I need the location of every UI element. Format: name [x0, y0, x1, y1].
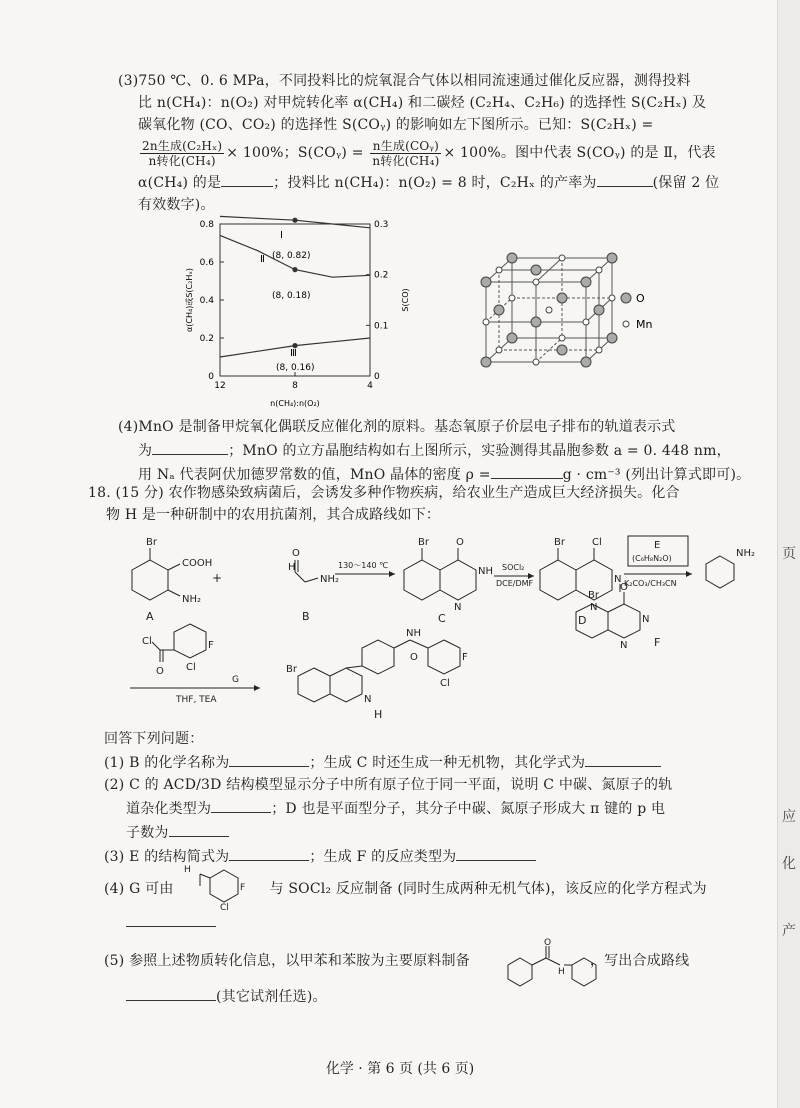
edge-text: 产 — [782, 923, 796, 939]
atom-label: NH₂ — [182, 594, 202, 605]
answer-blank[interactable] — [585, 750, 661, 767]
y-axis-label-right: S(CO) — [401, 288, 410, 312]
arrow-condition: THF, TEA — [176, 695, 217, 705]
answer-line: (4) G 可由 与 SOCl₂ 反应制备 (同时生成两种无机气体)，该反应的化学方程式为 — [104, 881, 707, 897]
g-precursor-structure — [180, 862, 260, 913]
atom-label: N — [454, 602, 462, 613]
compound-label-b: B — [302, 610, 310, 623]
atom-label: Br — [588, 590, 599, 601]
q3-line: α(CH₄) 的是 ；投料比 n(CH₄)：n(O₂) = 8 时，C₂Hₓ 的产率为 (保留 2 位 — [138, 170, 758, 194]
answer-blank[interactable] — [152, 438, 228, 455]
atom-label: F — [240, 883, 246, 893]
answer-blank[interactable] — [126, 910, 216, 927]
atom-label: F — [208, 640, 214, 651]
plus-sign: + — [212, 571, 223, 585]
x-tick-label: 4 — [367, 381, 373, 391]
q3-line: 有效数字)。 — [138, 197, 215, 213]
answer-questions — [104, 728, 754, 868]
q4-line: 为 ；MnO 的立方晶胞结构如右上图所示，实验测得其晶胞参数 a = 0. 448 nm， — [138, 438, 758, 462]
atom-label: NH — [406, 628, 421, 639]
arrow-condition: SOCl₂ — [502, 563, 525, 572]
answer-line: (2) C 的 ACD/3D 结构模型显示分子中所有原子位于同一平面，说明 C 中碳、氮原子的轨 — [104, 777, 673, 793]
left-tick-label: 0.4 — [199, 296, 214, 306]
series-label: Ⅲ — [290, 348, 297, 359]
series-label: Ⅰ — [280, 230, 283, 241]
atom-label: NH — [478, 566, 493, 577]
atom-label: N — [642, 614, 650, 625]
q3-line: 碳氧化物 (CO、CO₂) 的选择性 S(COᵧ) 的影响如左下图所示。已知：S(C₂Hₓ) = — [138, 117, 654, 133]
atom-label: F — [462, 652, 468, 663]
compound-label-a: A — [146, 610, 154, 623]
q3-line: (3)750 ℃、0. 6 MPa，不同投料比的烷氧混合气体以相同流速通过催化反应器，测得投料 — [118, 73, 691, 89]
marker-point — [292, 267, 297, 272]
q4-line: (4)MnO 是制备甲烷氧化偶联反应催化剂的原料。基态氧原子价层电子排布的轨道表示式 — [118, 419, 676, 435]
atom-label: N — [590, 602, 598, 613]
fraction-sc2hx: $\frac{\text{2n生成(C₂Hₓ)}}{\text{n转化(CH₄)}}$ — [142, 138, 223, 168]
answer-blank[interactable] — [597, 170, 653, 187]
left-tick-label: 0.6 — [199, 258, 214, 268]
manganese-legend-icon — [623, 321, 629, 327]
edge-text: 化 — [782, 856, 796, 872]
atom-label: NH₂ — [736, 548, 756, 559]
atom-label: O — [456, 537, 464, 548]
atom-label: O — [620, 582, 628, 593]
atom-label: O — [544, 938, 552, 948]
selectivity-chart — [180, 214, 420, 414]
q18-line: 18. (15 分) 农作物感染致病菌后，会诱发多种作物疾病，给农业生产造成巨大经济损失。化合 — [88, 485, 680, 501]
edge-text: 应 — [782, 809, 796, 825]
answer-blank[interactable] — [211, 796, 271, 813]
q3-formula-line: $\frac{\text{2n生成(C₂Hₓ)}}{\text{n转化(CH₄)}}$ × 100%；S(COᵧ) = $\frac{\text{n生成(COᵧ)}}{\text{n转化(CH₄)}}$ × 100%。图中代表 S(COᵧ) 的是 Ⅱ，代表 — [142, 138, 716, 168]
answer-line: (其它试剂任选)。 — [126, 984, 754, 1008]
answer-question-5 — [104, 950, 754, 1008]
answer-blank[interactable] — [221, 170, 273, 187]
compound-label-c: C — [438, 612, 446, 625]
edge-text: 页 — [782, 546, 796, 562]
answer-blank[interactable] — [491, 462, 563, 479]
answer-line: (1) B 的化学名称为 ；生成 C 时还生成一种无机物，其化学式为 — [104, 750, 754, 774]
answer-line: (3) E 的结构简式为 ；生成 F 的反应类型为 — [104, 844, 754, 868]
y-axis-label-left: α(CH₄)或S(C₂Hₓ) — [185, 267, 194, 333]
answer-blank[interactable] — [229, 750, 309, 767]
answer-intro: 回答下列问题： — [104, 731, 204, 747]
q18-line: 物 H 是一种研制中的农用抗菌剂，其合成路线如下： — [106, 507, 441, 523]
legend-o: O — [636, 292, 645, 305]
answer-line: 道杂化类型为 ；D 也是平面型分子，其分子中碳、氮原子形成大 π 键的 p 电 — [126, 796, 754, 820]
arrow-condition: G — [232, 675, 239, 685]
adjacent-page-edge — [777, 0, 800, 1108]
reagent-e-formula: (C₆H₈N₂O) — [632, 554, 672, 563]
right-tick-label: 0.2 — [374, 270, 389, 281]
x-tick-label: 8 — [292, 381, 298, 391]
arrow-condition: DCE/DMF — [496, 579, 534, 588]
atom-label: Br — [146, 537, 157, 548]
data-annotation: (8, 0.16) — [276, 363, 315, 373]
atom-label: H — [288, 562, 296, 573]
mno-crystal-cell — [476, 244, 676, 374]
atom-label: Br — [554, 537, 565, 548]
atom-label: Cl — [142, 636, 152, 647]
reagent-e-label: E — [654, 540, 661, 551]
atom-label: Cl — [186, 662, 196, 673]
atom-label: O — [292, 548, 300, 559]
left-tick-label: 0.8 — [199, 220, 214, 230]
compound-label-d: D — [578, 614, 587, 627]
series-label: Ⅱ — [260, 254, 265, 265]
compound-label-f: F — [654, 636, 661, 649]
q4-line: 用 Nₐ 代表阿伏加德罗常数的值，MnO 晶体的密度 ρ = g · cm⁻³ (列出计算式即可)。 — [138, 462, 758, 486]
question-18-text — [88, 482, 748, 526]
answer-blank[interactable] — [229, 844, 309, 861]
x-tick-label: 12 — [214, 381, 226, 391]
arrow-condition: K₂CO₃/CH₃CN — [624, 579, 677, 588]
data-annotation: (8, 0.18) — [272, 291, 311, 301]
left-tick-label: 0.2 — [199, 334, 214, 344]
answer-line — [126, 910, 754, 934]
atom-label: O — [410, 652, 418, 663]
fraction-scoy: $\frac{\text{n生成(COᵧ)}}{\text{n转化(CH₄)}}$ — [372, 138, 440, 168]
atom-label: Cl — [592, 537, 602, 548]
answer-line: (5) 参照上述物质转化信息，以甲苯和苯胺为主要原料制备 ，写出合成路线 — [104, 953, 690, 969]
atom-label: N — [620, 640, 628, 651]
marker-point — [292, 218, 297, 223]
atom-label: COOH — [182, 558, 213, 569]
q3-line: 比 n(CH₄)：n(O₂) 对甲烷转化率 α(CH₄) 和二碳烃 (C₂H₄、C₂H₆) 的选择性 S(C₂Hₓ) 及 — [138, 95, 707, 111]
oxygen-legend-icon — [621, 293, 631, 303]
compound-label-h: H — [374, 708, 383, 721]
atom-label: Cl — [440, 678, 450, 689]
atom-label: Br — [418, 537, 429, 548]
data-annotation: (8, 0.82) — [272, 251, 311, 261]
atom-label: NH₂ — [320, 574, 340, 585]
atom-label: O — [156, 666, 164, 677]
atom-label: N — [364, 694, 372, 705]
page-footer: 化学 · 第 6 页 (共 6 页) — [325, 1061, 475, 1077]
atom-label: Cl — [220, 903, 229, 913]
right-tick-label: 0.3 — [374, 220, 389, 230]
atom-label: H — [184, 865, 191, 875]
atom-label: N — [614, 574, 622, 585]
question-3-text — [118, 70, 758, 216]
atom-label: H — [558, 967, 565, 977]
right-tick-label: 0.1 — [374, 321, 389, 332]
question-4-text — [118, 416, 758, 486]
answer-line: 子数为 — [126, 820, 754, 844]
legend-mn: Mn — [636, 318, 653, 331]
answer-blank[interactable] — [126, 984, 216, 1001]
x-axis-label: n(CH₄):n(O₂) — [270, 399, 320, 408]
right-tick-label: 0 — [374, 372, 380, 382]
target-benzanilide-structure — [504, 938, 620, 982]
left-tick-label: 0 — [208, 372, 214, 382]
synthesis-scheme-row-2 — [110, 612, 670, 724]
answer-blank[interactable] — [456, 844, 536, 861]
atom-label: Br — [286, 664, 297, 675]
arrow-condition: 130～140 ℃ — [338, 561, 389, 570]
answer-blank[interactable] — [169, 820, 229, 837]
